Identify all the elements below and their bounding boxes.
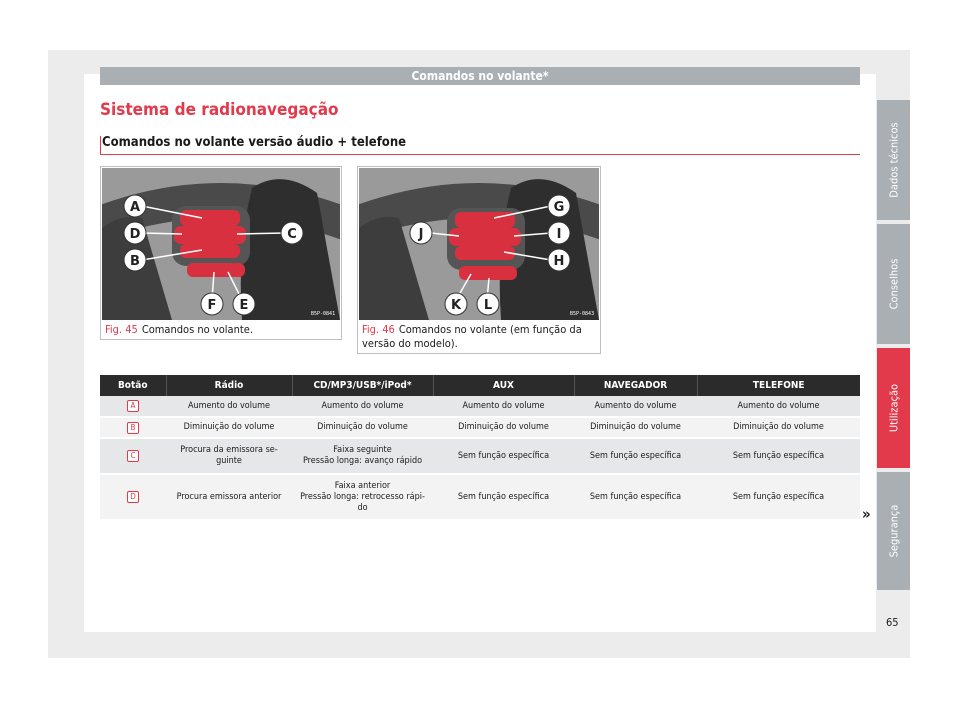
- table-cell: Sem função específica: [697, 474, 860, 520]
- table-header: CD/MP3/USB*/iPod*: [292, 375, 433, 396]
- figure-caption: [105, 323, 337, 337]
- table-header-row: [100, 375, 860, 396]
- side-tab-utilizacao[interactable]: [877, 348, 910, 468]
- svg-text:L: L: [483, 298, 493, 313]
- table-cell: [100, 396, 166, 417]
- table-cell: Sem função específica: [574, 474, 697, 520]
- page-number: 65: [886, 616, 899, 629]
- steering-wheel-illustration: [359, 168, 599, 320]
- table-row: [100, 438, 860, 474]
- steering-wheel-image-2: [359, 168, 599, 320]
- table-cell: [100, 417, 166, 438]
- table-row: [100, 396, 860, 417]
- steering-wheel-illustration: [102, 168, 340, 320]
- figure-number: Fig. 46: [362, 323, 395, 336]
- subsection-rule: [100, 154, 860, 155]
- svg-text:H: H: [553, 254, 565, 269]
- figure-number: Fig. 45: [105, 323, 138, 336]
- table-cell: Sem função específica: [433, 474, 574, 520]
- table-header: AUX: [433, 375, 574, 396]
- table-cell: Sem função específica: [574, 438, 697, 474]
- subsection-title: Comandos no volante versão áudio + telefone: [102, 135, 407, 150]
- table-cell: Diminuição do volume: [292, 417, 433, 438]
- table-cell: Aumento do volume: [574, 396, 697, 417]
- continue-mark: »: [862, 505, 871, 523]
- table-header: Rádio: [166, 375, 292, 396]
- svg-text:G: G: [553, 200, 565, 215]
- figure-code: B5P-0843: [570, 311, 595, 317]
- figure-code: B5P-0841: [311, 311, 336, 317]
- section-title: Sistema de radionavegação: [100, 100, 339, 120]
- figure-caption: [362, 323, 596, 351]
- table-cell: Aumento do volume: [166, 396, 292, 417]
- table-cell: Faixa seguinte Pressão longa: avanço rápido: [292, 438, 433, 474]
- table-cell: Procura da emissora se-guinte: [166, 438, 292, 474]
- figure-caption-text: Comandos no volante (em função da versão do modelo).: [362, 323, 582, 350]
- button-letter-badge: C: [127, 450, 139, 462]
- svg-text:K: K: [450, 298, 462, 313]
- svg-text:A: A: [129, 200, 141, 215]
- table-header: Botão: [100, 375, 166, 396]
- table-header: TELEFONE: [697, 375, 860, 396]
- chapter-header: Comandos no volante*: [100, 67, 860, 85]
- table-cell: [100, 474, 166, 520]
- svg-text:J: J: [418, 227, 424, 242]
- table-cell: [100, 438, 166, 474]
- svg-text:I: I: [556, 227, 562, 242]
- table-cell: Procura emissora anterior: [166, 474, 292, 520]
- figure-46: [357, 166, 601, 354]
- functions-table: [100, 375, 860, 521]
- side-tab-label: Utilização: [887, 383, 900, 433]
- side-tab-label: Conselhos: [887, 258, 900, 310]
- svg-text:B: B: [130, 254, 140, 269]
- button-letter-badge: A: [127, 400, 139, 412]
- button-letter-badge: B: [127, 422, 139, 434]
- button-letter-badge: D: [127, 491, 139, 503]
- side-tab-dados-tecnicos[interactable]: [877, 100, 910, 220]
- side-tab-conselhos[interactable]: [877, 224, 910, 344]
- figure-caption-text: Comandos no volante.: [141, 323, 253, 336]
- svg-text:D: D: [129, 227, 141, 242]
- subsection-marker: [100, 136, 101, 154]
- figure-45: [100, 166, 342, 340]
- table-header: NAVEGADOR: [574, 375, 697, 396]
- table-cell: Sem função específica: [433, 438, 574, 474]
- table-cell: Faixa anterior Pressão longa: retrocesso rápi-do: [292, 474, 433, 520]
- table-row: [100, 417, 860, 438]
- side-tab-label: Segurança: [887, 504, 900, 558]
- steering-wheel-image-1: [102, 168, 340, 320]
- side-tab-label: Dados técnicos: [887, 122, 900, 198]
- table-row: [100, 474, 860, 520]
- svg-text:F: F: [207, 298, 217, 313]
- table-cell: Sem função específica: [697, 438, 860, 474]
- table-cell: Aumento do volume: [697, 396, 860, 417]
- table-cell: Aumento do volume: [292, 396, 433, 417]
- table-cell: Diminuição do volume: [166, 417, 292, 438]
- table-cell: Aumento do volume: [433, 396, 574, 417]
- side-tab-seguranca[interactable]: [877, 472, 910, 590]
- table-cell: Diminuição do volume: [433, 417, 574, 438]
- svg-text:C: C: [287, 227, 297, 242]
- table-cell: Diminuição do volume: [697, 417, 860, 438]
- svg-text:E: E: [239, 298, 249, 313]
- table-cell: Diminuição do volume: [574, 417, 697, 438]
